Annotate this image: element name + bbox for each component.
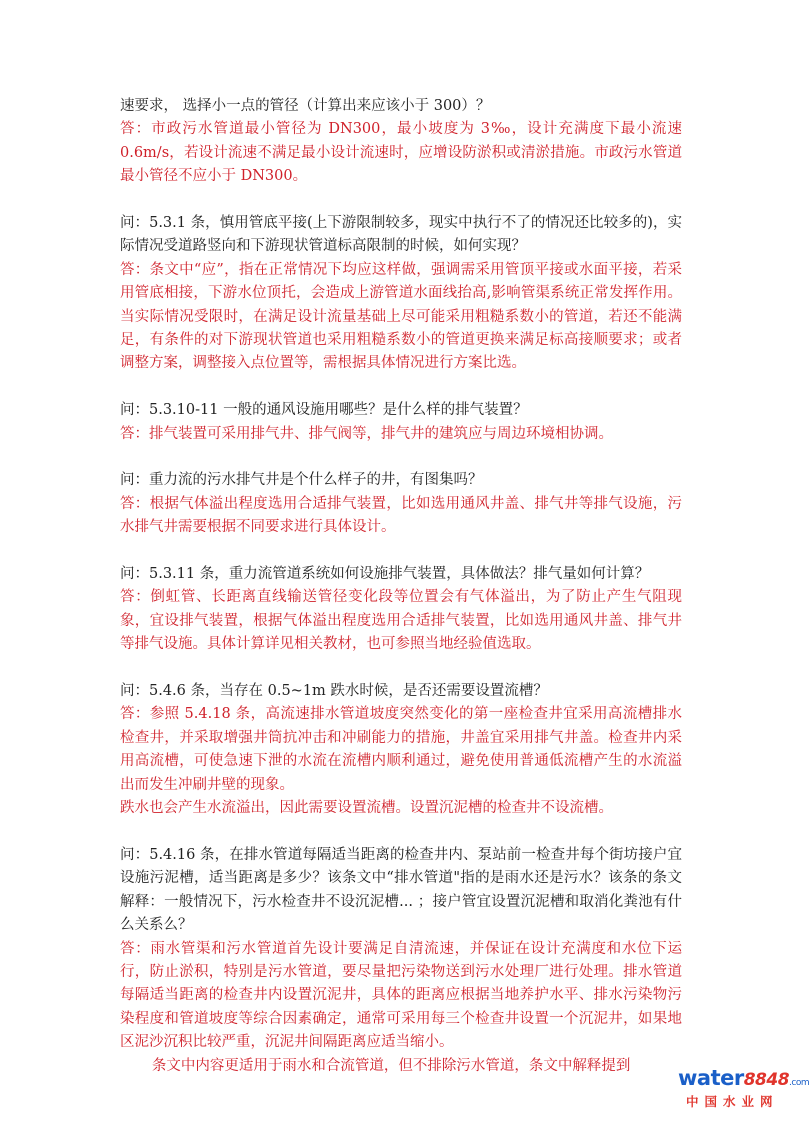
logo-number: 8848 [743, 1070, 790, 1090]
answer-paragraph: 答：倒虹管、长距离直线输送管径变化段等位置会有气体溢出，为了防止产生气阻现象，宜设排气装置，根据气体溢出程度选用合适排气装置，比如选用通风井盖、排气井等排气设施。具体计算详见相关教材，也可参照当地经验值选取。 [120, 589, 682, 653]
question-paragraph: 问：5.3.11 条，重力流管道系统如何设施排气装置，具体做法？排气量如何计算？ [120, 566, 650, 583]
question-paragraph: 问：重力流的污水排气井是个什么样子的井，有图集吗？ [120, 472, 483, 489]
question-paragraph: 问：5.4.6 条，当存在 0.5~1m 跌水时候，是否还需要设置流槽？ [120, 683, 548, 700]
answer-paragraph: 答：市政污水管道最小管径为 DN300，最小坡度为 3‰，设计充满度下最小流速 0.6m/s，若设计流速不满足最小设计流速时，应增设防淤积或清淤措施。市政污水管道最小管径不应小于 DN300。 [120, 121, 682, 185]
logo-wordmark [678, 1066, 809, 1090]
answer-paragraph: 条文中内容更适用于雨水和合流管道，但不排除污水管道，条文中解释提到 [151, 1057, 631, 1074]
paragraph-spacer [120, 821, 682, 844]
site-logo[interactable] [678, 1066, 809, 1124]
paragraph-spacer [120, 657, 682, 680]
question-paragraph: 问：5.4.16 条，在排水管道每隔适当距离的检查井内、泵站前一检查井每个街坊接户宜设施污泥槽，适当距离是多少？该条文中“排水管道"指的是雨水还是污水？该条的条文解释：一般情况下，污水检查井不设沉泥槽... ；接户管宜设置沉泥槽和取消化粪池有什么关系么？ [120, 846, 682, 934]
answer-paragraph: 跌水也会产生水流溢出，因此需要设置流槽。设置沉泥槽的检查井不设流槽。 [120, 800, 613, 817]
question-paragraph: 问：5.3.1 条，慎用管底平接(上下游限制较多，现实中执行不了的情况还比较多的)，实际情况受道路竖向和下游现状管道标高限制的时候，如何实现？ [120, 215, 682, 255]
question-paragraph: 问：5.3.10-11 一般的通风设施用哪些？是什么样的排气装置？ [120, 402, 528, 419]
answer-paragraph: 答：条文中“应”，指在正常情况下均应这样做，强调需采用管顶平接或水面平接，若采用管底相接，下游水位顶托，会造成上游管道水面线抬高,影响管渠系统正常发挥作用。当实际情况受限时，在满足设计流量基础上尽可能采用粗糙系数小的管道，若还不能满足，有条件的对下游现状管道也采用粗糙系数小的管道更换来满足标高接顺要求；或者调整方案，调整接入点位置等，需根据具体情况进行方案比选。 [120, 261, 682, 372]
answer-paragraph: 答：参照 5.4.18 条，高流速排水管道坡度突然变化的第一座检查井宜采用高流槽排水检查井，并采取增强井筒抗冲击和冲刷能力的措施，井盖宜采用排气井盖。检查井内采用高流槽，可使急速下泄的水流在流槽内顺利通过，避免使用普通低流槽产生的水流溢出而发生冲刷井壁的现象。 [120, 706, 682, 793]
paragraph-spacer [120, 376, 682, 399]
answer-paragraph: 答：根据气体溢出程度选用合适排气装置，比如选用通风井盖、排气井等排气设施，污水排气井需要根据不同要求进行具体设计。 [120, 495, 682, 536]
document-body [120, 95, 682, 1078]
paragraph-spacer [120, 446, 682, 469]
paragraph-spacer [120, 189, 682, 212]
logo-domain: .com [789, 1078, 809, 1088]
logo-site-name: 中国水业网 [686, 1094, 779, 1109]
question-paragraph: 速要求， 选择小一点的管径（计算出来应该小于 300）？ [120, 98, 491, 114]
answer-paragraph: 答：排气装置可采用排气井、排气阀等，排气井的建筑应与周边环境相协调。 [120, 425, 613, 442]
paragraph-spacer [120, 540, 682, 563]
answer-paragraph: 答：雨水管渠和污水管道首先设计要满足自清流速，并保证在设计充满度和水位下运行，防止淤积，特别是污水管道，要尽量把污染物送到污水处理厂进行处理。排水管道每隔适当距离的检查井内设置沉泥井，具体的距离应根据当地养护水平、排水污染物污染程度和管道坡度等综合因素确定，通常可采用每三个检查井设置一个沉泥井，如果地区泥沙沉积比较严重，沉泥井间隔距离应适当缩小。 [120, 940, 682, 1051]
logo-prefix: water [678, 1066, 744, 1090]
